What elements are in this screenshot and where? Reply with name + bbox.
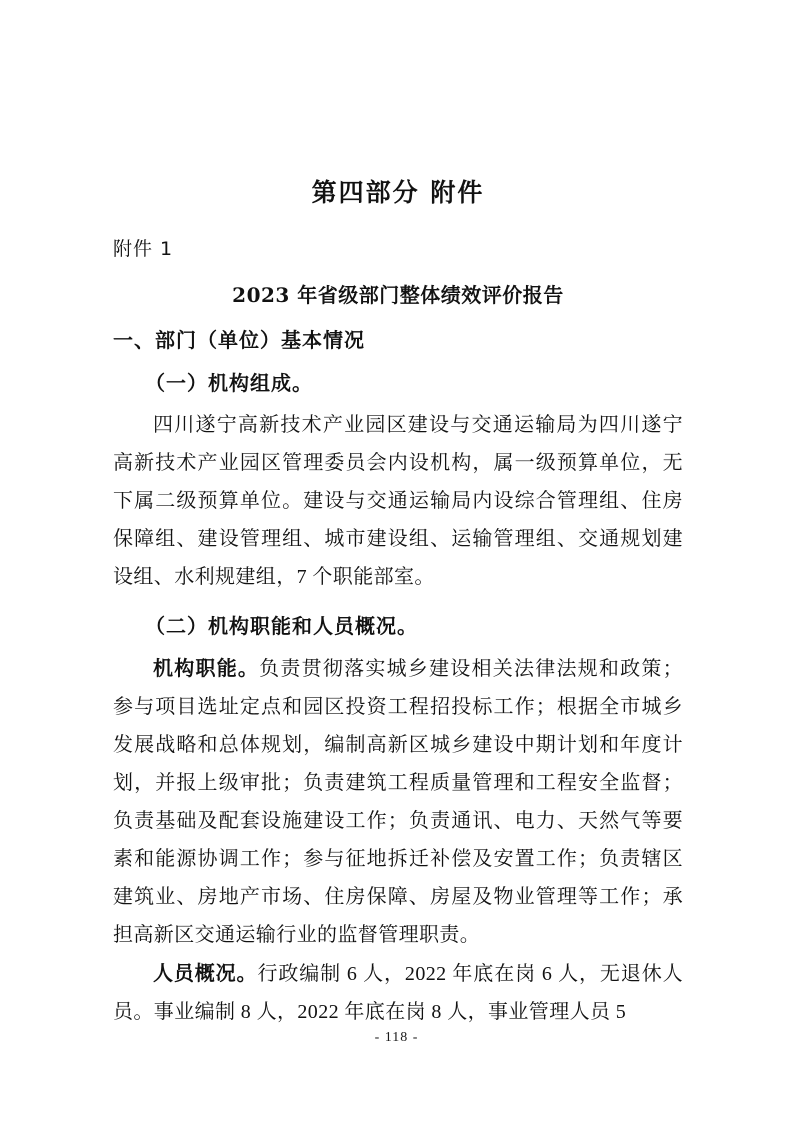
paragraph-functions-lead: 机构职能。	[153, 656, 260, 680]
paragraph-organization: 四川遂宁高新技术产业园区建设与交通运输局为四川遂宁高新技术产业园区管理委员会内设机构，属一级预算单位，无下属二级预算单位。建设与交通运输局内设综合管理组、住房保障组、建设管理组、城市建设组、运输管理组、交通规划建设组、水利规建组，7 个职能部室。	[113, 414, 683, 588]
subsection-heading-organization: （一）机构组成。	[145, 371, 313, 395]
page-content	[113, 0, 683, 1031]
subsection-heading-functions: （二）机构职能和人员概况。	[145, 614, 418, 638]
attachment-label: 附件 1	[113, 238, 174, 260]
paragraph-staffing-lead: 人员概况。	[153, 961, 258, 985]
page-number: - 118 -	[374, 1030, 419, 1045]
paragraph-functions-text: 负责贯彻落实城乡建设相关法律法规和政策；参与项目选址定点和园区投资工程招投标工作；根据全市城乡发展战略和总体规划，编制高新区城乡建设中期计划和年度计划，并报上级审批；负责建筑工程质量管理和工程安全监督；负责基础及配套设施建设工作；负责通讯、电力、天然气等要素和能源协调工作；参与征地拆迁补偿及安置工作；负责辖区建筑业、房地产市场、住房保障、房屋及物业管理等工作；承担高新区交通运输行业的监督管理职责。	[113, 658, 684, 946]
paragraph-functions	[113, 649, 683, 954]
paragraph-staffing	[113, 954, 683, 1031]
paragraph-staffing-text: 行政编制 6 人，2022 年底在岗 6 人，无退休人员。事业编制 8 人，2022 年底在岗 8 人，事业管理人员 5	[113, 963, 683, 1023]
part-title: 第四部分 附件	[311, 178, 485, 207]
section-heading-basic-info: 一、部门（单位）基本情况	[113, 328, 365, 352]
report-title: 2023 年省级部门整体绩效评价报告	[232, 283, 564, 307]
